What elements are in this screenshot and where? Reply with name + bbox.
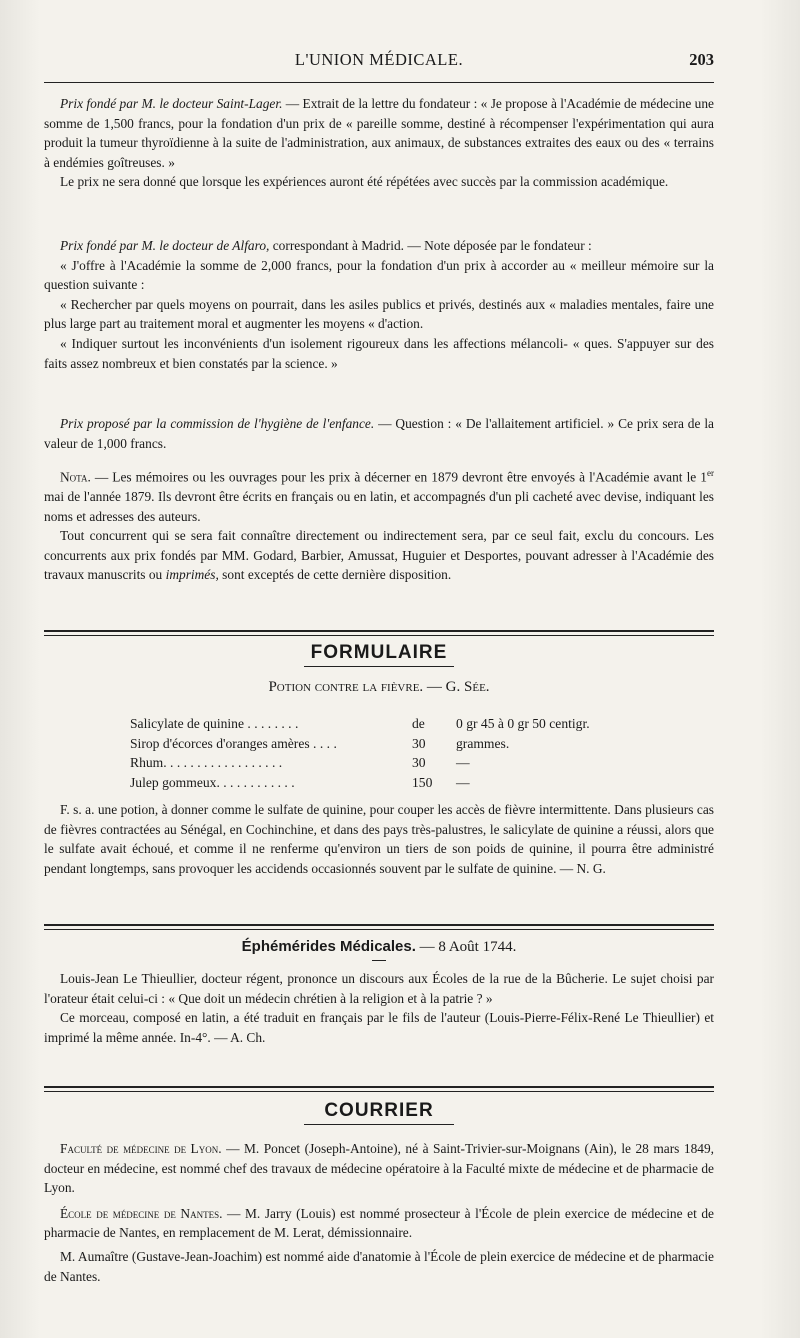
prescription-table — [130, 714, 690, 792]
prize-alfaro-p1: « J'offre à l'Académie la somme de 2,000 francs, pour la fondation d'un prix à accorder au « meilleur mémoire sur la question suivante : — [44, 257, 714, 293]
aumaitre-text: M. Aumaître (Gustave-Jean-Joachim) est nommé aide d'anatomie à l'École de plein exercice de médecine et de pharmacie de Nantes. — [44, 1248, 714, 1284]
prize-hygiene — [44, 414, 714, 453]
ingredient-row: Rhum. . . . . . . . . . . . . . . . . . 30 — — [130, 755, 470, 770]
prize-alfaro-p3: « Indiquer surtout les inconvénients d'un isolement rigoureux dans les affections mélancoli- « ques. S'appuyer sur des faits assez nombreux et bien constatés par la science. » — [44, 335, 714, 371]
nota-block: Nota. — Les mémoires ou les ouvrages pour les prix à décerner en 1879 devront être envoyés à l'Académie avant le 1er mai de l'année 1879. Ils devront être écrits en français ou en latin, et accompagnés d'un pli cacheté avec devise, indiquant les noms et adresses des auteurs. Tout concurrent qui se sera fait connaître directement ou indirectement sera, par ce seul fait, exclu du concours. Les concurrents aux prix fondés par MM. Godard, Barbier, Amussat, Huguier et Desportes, pouvant adresser à l'Académie des travaux manuscrits ou imprimés, sont exceptés de cette dernière disposition. — [44, 468, 714, 583]
formulaire-section — [44, 642, 714, 696]
header-rule — [44, 82, 714, 83]
prize-lager-text2: Le prix ne sera donné que lorsque les expériences auront été répétées avec succès par la commission académique. — [60, 174, 669, 190]
ingredient-row: Julep gommeux. . . . . . . . . . . . 150 — — [130, 774, 470, 790]
section-rule-formulaire — [44, 630, 714, 636]
section-rule-ephemerides — [44, 924, 714, 930]
prize-lager-text: — Extrait de la lettre du fondateur : « Je propose à l'Académie de médecine une somme de 1,500 francs, pour la fondation d'un prix de « pareille somme, destiné à récompenser l'expérimentation qui aura produit la tumeur thyroïdienne à la suite de l'administration, aux animaux, de substances extraites des eaux ou des « terrains à endémies goîtreuses. » — [44, 96, 714, 170]
ephemerides-title: Éphémérides Médicales. — 8 Août 1744. — [241, 938, 517, 955]
prize-hygiene-text: — Question : « De l'allaitement artificiel. » Ce prix sera de la valeur de 1,000 francs. — [44, 416, 714, 451]
ephemerides-section — [44, 938, 714, 1047]
lyon-label: Faculté de médecine de Lyon. — [60, 1141, 222, 1156]
ephemerides-p2: Ce morceau, composé en latin, a été traduit en français par le fils de l'auteur (Louis-Pierre-Félix-René Le Thieullier) et imprimé la même année. In-4°. — A. Ch. — [44, 1010, 714, 1045]
prize-alfaro-p2: « Rechercher par quels moyens on pourrait, dans les asiles publics et privés, destinés aux « maladies mentales, faire une plus large part au traitement moral et augmenter les moyens « d'action. — [44, 296, 714, 332]
formulaire-subtitle: Potion contre la fièvre. — G. Sée. — [268, 679, 490, 695]
formulaire-text: F. s. a. une potion, à donner comme le sulfate de quinine, pour couper les accès de fièvre intermittente. Dans plusieurs cas de fièvres contractées au Sénégal, en Cochinchine, et dans des pays très-palustres, le salicylate de quinine a réussi, alors que le sulfate avait échoué, et comme il ne renferme qu'environ un tiers de son poids de quinine, il pourra être administré pendant longtemps, sans provoquer les accidends occasionnés souvent par le sulfate de quinine. — N. G. — [44, 802, 714, 876]
prize-lager-lead: Prix fondé par M. le docteur Saint-Lager. — [60, 96, 283, 111]
running-header — [44, 50, 714, 76]
ephemerides-p1: Louis-Jean Le Thieullier, docteur régent, prononce un discours aux Écoles de la rue de la Bûcherie. Le sujet choisi par l'orateur était celui-ci : « Que doit un médecin chrétien à la religion et à la patrie ? » — [44, 971, 714, 1006]
nantes-label: École de médecine de Nantes. — [60, 1205, 223, 1221]
prize-alfaro-lead: Prix fondé par M. le docteur de Alfaro, — [60, 238, 270, 253]
page-number: 203 — [689, 50, 714, 69]
formulaire-text-block — [44, 800, 714, 878]
nantes-text: — M. Jarry (Louis) est nommé prosecteur à l'École de plein exercice de médecine et de pharmacie de Nantes, en remplacement de M. Lerat, démissionnaire. — [44, 1205, 715, 1241]
prize-alfaro-text: correspondant à Madrid. — Note déposée par le fondateur : — [269, 238, 592, 253]
journal-title: L'UNION MÉDICALE. — [294, 50, 464, 69]
formulaire-title-rule — [304, 666, 454, 667]
formulaire-title: FORMULAIRE — [310, 642, 448, 663]
ephemerides-dash — [372, 960, 386, 961]
ingredient-row: Salicylate de quinine . . . . . . . . de 0 gr 45 à 0 gr 50 centigr. — [130, 716, 590, 731]
lyon-text: — M. Poncet (Joseph-Antoine), né à Saint-Trivier-sur-Moignans (Ain), le 28 mars 1849, docteur en médecine, est nommé chef des travaux de médecine opératoire à la Faculté mixte de médecine et de pharmacie de Lyon. — [44, 1141, 714, 1196]
courrier-section — [44, 1100, 714, 1286]
prize-hygiene-lead: Prix proposé par la commission de l'hygiène de l'enfance. — [60, 416, 375, 431]
courrier-title: COURRIER — [324, 1100, 434, 1121]
prize-lager — [44, 94, 714, 192]
ingredient-row: Sirop d'écorces d'oranges amères . . . . 30 grammes. — [130, 735, 510, 751]
courrier-title-rule — [304, 1124, 454, 1125]
nota-label: Nota. — [60, 469, 91, 485]
prize-alfaro — [44, 236, 714, 373]
section-rule-courrier — [44, 1086, 714, 1092]
